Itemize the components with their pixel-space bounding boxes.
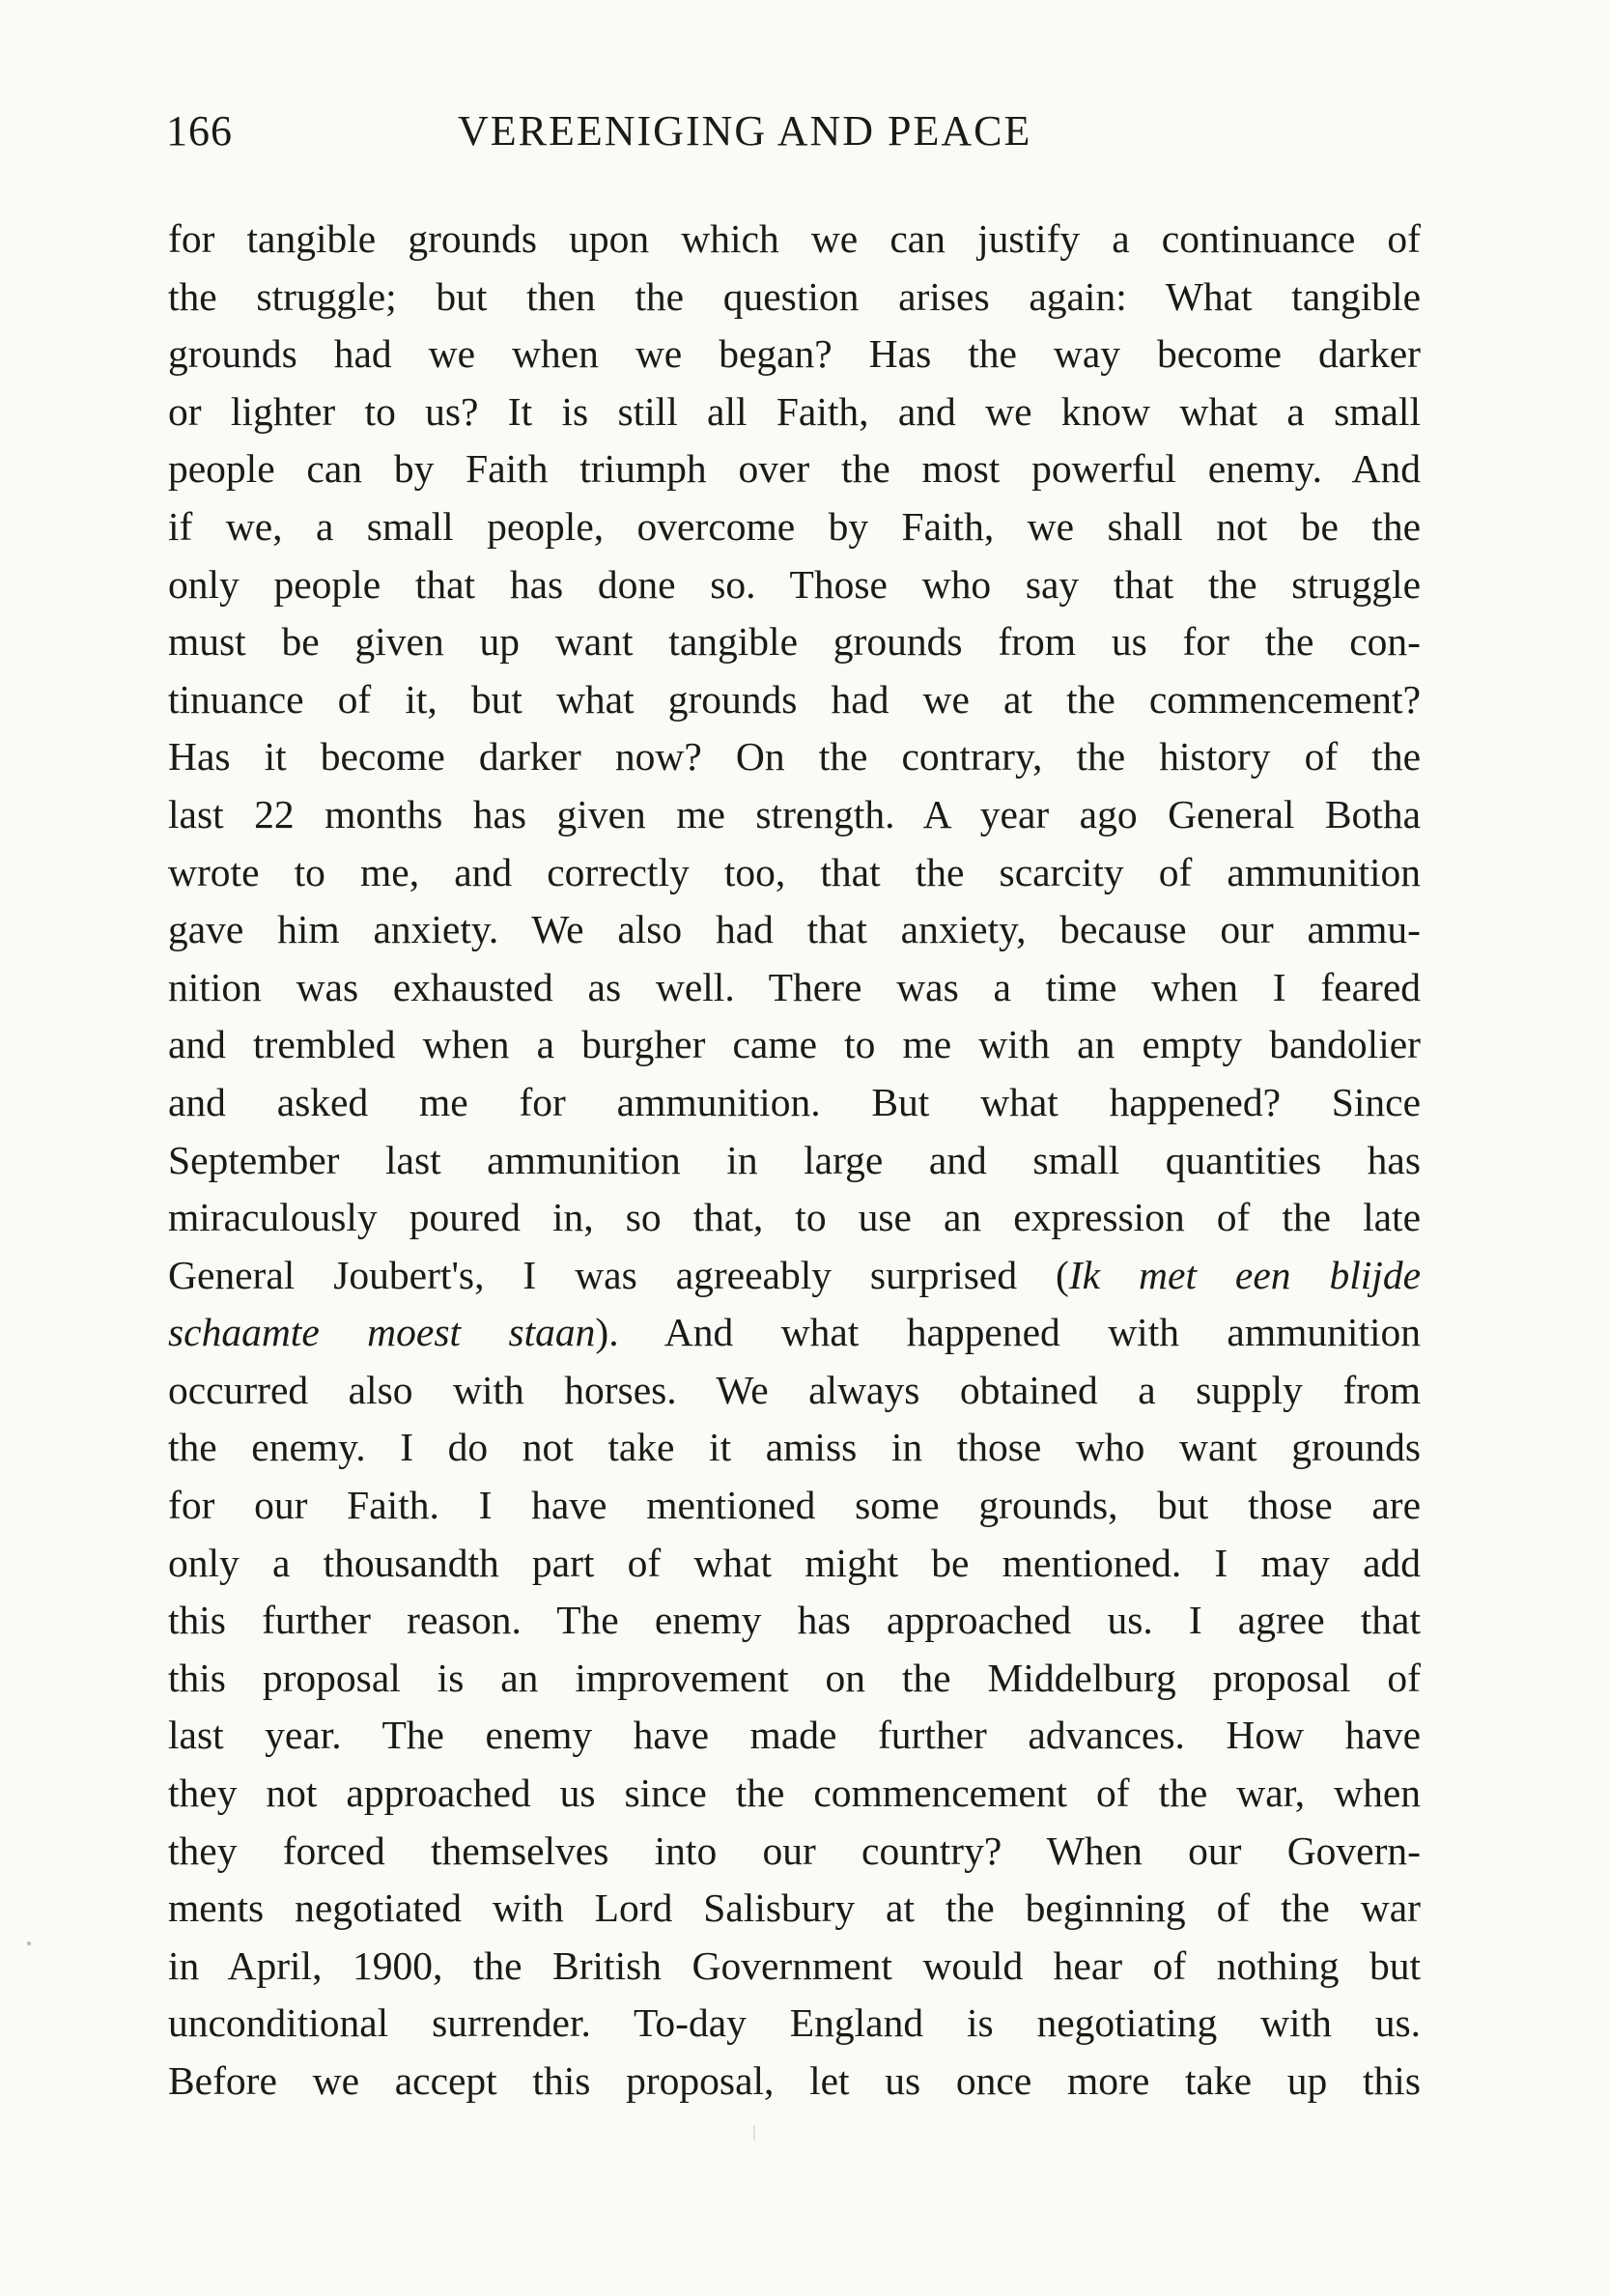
running-head bbox=[166, 106, 1422, 164]
text-line: nition was exhausted as well. There was a time when I feared bbox=[168, 964, 1421, 1009]
text-line: the struggle; but then the question arises again: What tangible bbox=[168, 273, 1421, 319]
text-line: the enemy. I do not take it amiss in those who want grounds bbox=[168, 1425, 1421, 1470]
body-text bbox=[168, 211, 1421, 2111]
text-line: Has it become darker now? On the contrary, the history of the bbox=[168, 734, 1421, 780]
text-line: wrote to me, and correctly too, that the scarcity of ammunition bbox=[168, 849, 1421, 894]
text-line: only a thousandth part of what might be mentioned. I may add bbox=[168, 1540, 1421, 1585]
italic-dutch-phrase: Ik met een blijde bbox=[1068, 1252, 1421, 1297]
margin-speck bbox=[27, 1942, 31, 1945]
roman-text: ). And what happened with ammunition bbox=[595, 1310, 1421, 1355]
text-line: they not approached us since the commencement of the war, when bbox=[168, 1771, 1421, 1816]
text-line: must be given up want tangible grounds from us for the con- bbox=[168, 619, 1421, 665]
text-line: and trembled when a burgher came to me with an empty bandolier bbox=[168, 1022, 1421, 1067]
text-line: people can by Faith triumph over the most powerful enemy. And bbox=[168, 446, 1421, 492]
text-line: occurred also with horses. We always obtained a supply from bbox=[168, 1367, 1421, 1412]
text-line: miraculously poured in, so that, to use an expression of the late bbox=[168, 1195, 1421, 1240]
text-line: for tangible grounds upon which we can justify a continuance of bbox=[168, 216, 1421, 261]
text-line: or lighter to us? It is still all Faith, and we know what a small bbox=[168, 388, 1421, 434]
roman-text: General Joubert's, I was agreeably surprised ( bbox=[168, 1252, 1069, 1297]
text-line-mixed bbox=[168, 1304, 1421, 1362]
text-line: for our Faith. I have mentioned some grounds, but those are bbox=[168, 1483, 1421, 1528]
text-line: and asked me for ammunition. But what happened? Since bbox=[168, 1079, 1421, 1124]
text-line: September last ammunition in large and small quantities has bbox=[168, 1137, 1421, 1182]
text-line: tinuance of it, but what grounds had we at the commencement? bbox=[168, 676, 1421, 722]
text-line: grounds had we when we began? Has the way become darker bbox=[168, 331, 1421, 377]
text-line: this proposal is an improvement on the Middelburg proposal of bbox=[168, 1655, 1421, 1700]
text-line: ments negotiated with Lord Salisbury at the beginning of the war bbox=[168, 1885, 1421, 1931]
italic-dutch-phrase: schaamte moest staan bbox=[168, 1310, 596, 1355]
text-line-mixed bbox=[168, 1247, 1421, 1305]
text-line: they forced themselves into our country? When our Govern- bbox=[168, 1828, 1421, 1873]
text-line: last 22 months has given me strength. A year ago General Botha bbox=[168, 791, 1421, 836]
page-number: 166 bbox=[166, 107, 233, 155]
text-line: this further reason. The enemy has approached us. I agree that bbox=[168, 1598, 1421, 1643]
running-title: VEREENIGING AND PEACE bbox=[458, 107, 1032, 155]
text-line: in April, 1900, the British Government would hear of nothing but bbox=[168, 1942, 1421, 1988]
text-line: only people that has done so. Those who say that the struggle bbox=[168, 561, 1421, 607]
text-line: if we, a small people, overcome by Faith, we shall not be the bbox=[168, 503, 1421, 549]
text-line: Before we accept this proposal, let us once more take up this bbox=[168, 2058, 1421, 2103]
text-line: unconditional surrender. To-day England is negotiating with us. bbox=[168, 2000, 1421, 2046]
text-line: gave him anxiety. We also had that anxiety, because our ammu- bbox=[168, 907, 1421, 952]
page-end-mark bbox=[753, 2125, 755, 2140]
text-line: last year. The enemy have made further advances. How have bbox=[168, 1713, 1421, 1758]
